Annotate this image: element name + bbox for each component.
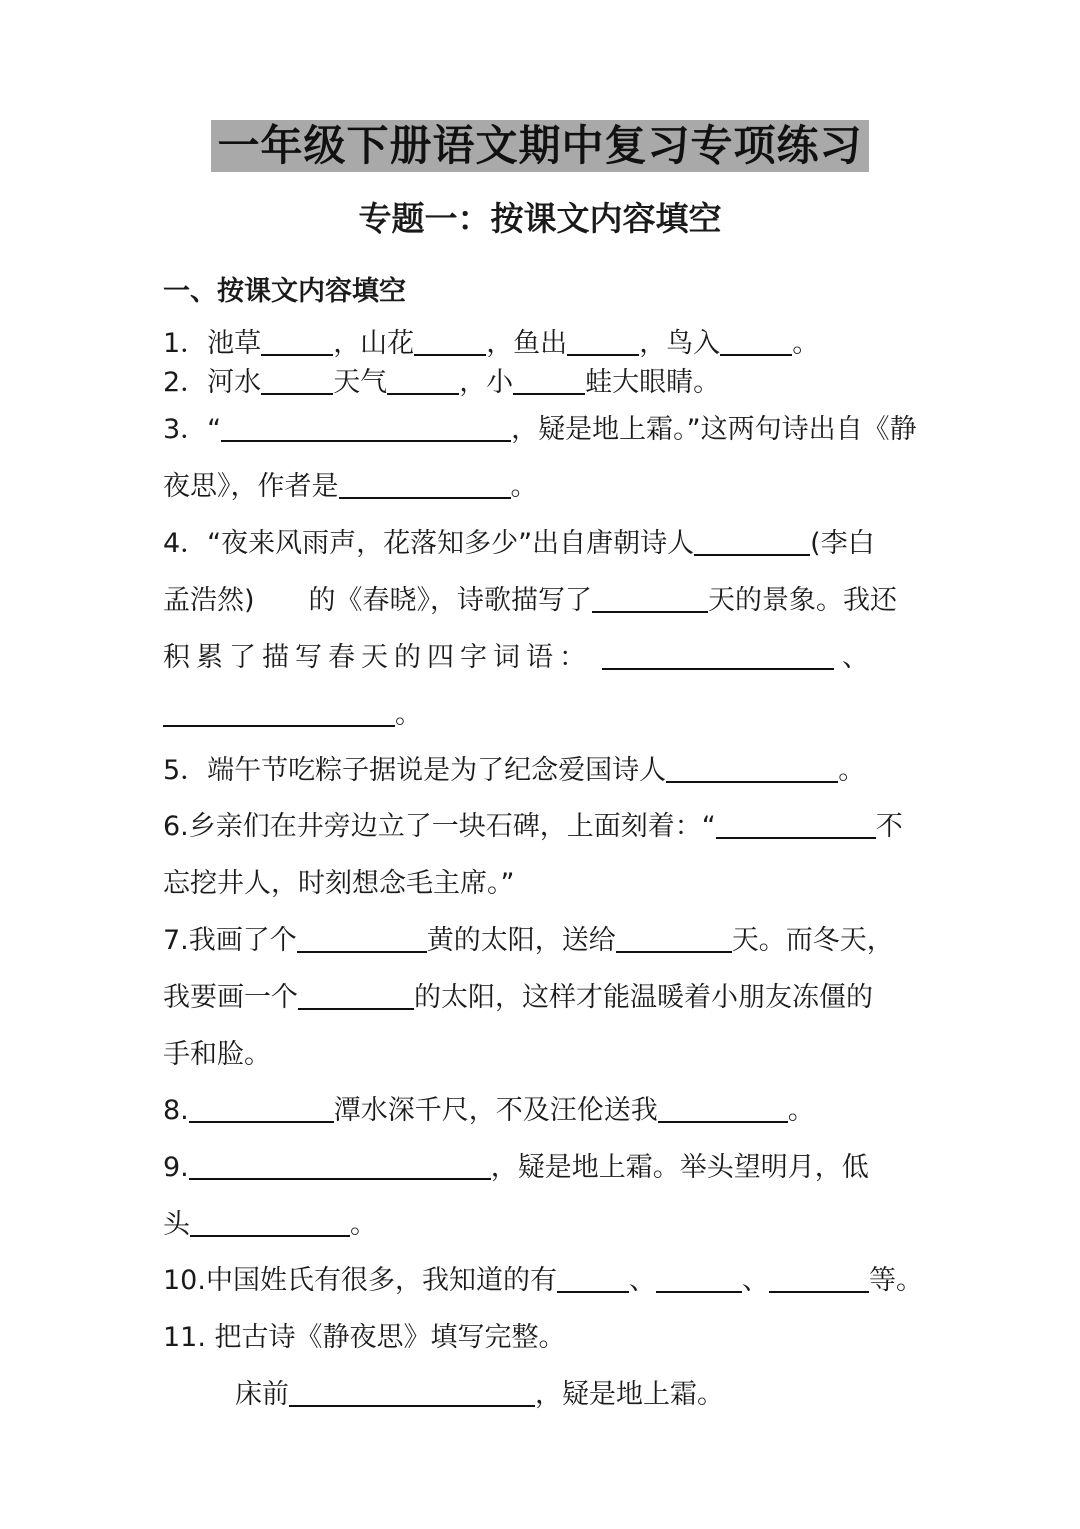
q9-text-d: 。 bbox=[350, 1209, 377, 1240]
q1-blank-4[interactable] bbox=[720, 324, 792, 356]
q6-text-c: 忘挖井人，时刻想念毛主席。” bbox=[163, 868, 515, 899]
q6-blank[interactable] bbox=[716, 807, 876, 839]
q5-blank[interactable] bbox=[666, 751, 838, 783]
q2-blank-3[interactable] bbox=[513, 363, 585, 395]
q8-text-c: 。 bbox=[787, 1095, 815, 1126]
q1-blank-1[interactable] bbox=[261, 324, 333, 356]
q9-blank-2[interactable] bbox=[190, 1205, 350, 1237]
q4-blank-season[interactable] bbox=[592, 581, 708, 613]
q10-blank-2[interactable] bbox=[656, 1261, 742, 1293]
q10-text-d: 等。 bbox=[868, 1265, 923, 1296]
q7-text-b: 黄的太阳，送给 bbox=[426, 925, 616, 956]
q4-blank-phrase-2[interactable] bbox=[163, 695, 395, 727]
q3-text-a: 3．“ bbox=[163, 414, 222, 445]
question-2 bbox=[163, 363, 919, 403]
q7-text-c: 天。而冬天， bbox=[731, 925, 894, 956]
q2-blank-1[interactable] bbox=[261, 363, 333, 395]
title-container bbox=[0, 120, 1080, 172]
q3-blank-2[interactable] bbox=[339, 467, 511, 499]
q4-text-f: 、 bbox=[842, 642, 869, 673]
q6-text-b: 不 bbox=[875, 811, 903, 842]
q7-text-f: 手和脸。 bbox=[163, 1039, 271, 1070]
q4-text-b: (李白 bbox=[810, 528, 875, 559]
q11-text-a: 11. 把古诗《静夜思》填写完整。 bbox=[163, 1322, 566, 1353]
q1-text-b: ，山花 bbox=[333, 328, 415, 359]
q2-text-a: 2．河水 bbox=[163, 367, 262, 398]
q7-blank-3[interactable] bbox=[298, 978, 414, 1010]
q1-text-a: 1．池草 bbox=[163, 328, 262, 359]
question-5 bbox=[163, 751, 919, 808]
q4-text-e: 积累了描写春天的四字词语： bbox=[163, 642, 592, 673]
question-9 bbox=[163, 1148, 919, 1262]
q4-blank-phrase-1[interactable] bbox=[602, 638, 834, 670]
question-4 bbox=[163, 524, 919, 752]
q4-text-c: 孟浩然) 的《春晓》，诗歌描写了 bbox=[163, 585, 593, 616]
q1-text-d: ，鸟入 bbox=[639, 328, 721, 359]
q7-text-e: 的太阳，这样才能温暖着小朋友冻僵的 bbox=[414, 982, 873, 1013]
q9-blank-1[interactable] bbox=[189, 1148, 491, 1180]
question-6 bbox=[163, 807, 919, 921]
q7-text-d: 我要画一个 bbox=[163, 982, 298, 1013]
section-heading: 一、按课文内容填空 bbox=[163, 276, 406, 307]
q7-blank-2[interactable] bbox=[616, 921, 732, 953]
q4-text-g: 。 bbox=[395, 699, 422, 730]
page-title: 一年级下册语文期中复习专项练习 bbox=[211, 120, 868, 172]
q8-blank-2[interactable] bbox=[658, 1091, 788, 1123]
q8-text-b: 潭水深千尺，不及汪伦送我 bbox=[333, 1095, 658, 1126]
q11-text-c: ，疑是地上霜。 bbox=[535, 1379, 724, 1410]
q4-blank-poet[interactable] bbox=[694, 524, 810, 556]
q10-text-b: 、 bbox=[628, 1265, 656, 1296]
question-1 bbox=[163, 324, 919, 364]
question-8 bbox=[163, 1091, 919, 1148]
q9-text-b: ，疑是地上霜。举头望明月，低 bbox=[490, 1152, 869, 1183]
q9-text-c: 头 bbox=[163, 1209, 190, 1240]
q9-text-a: 9. bbox=[163, 1152, 189, 1183]
q7-blank-1[interactable] bbox=[297, 921, 427, 953]
question-3 bbox=[163, 410, 919, 524]
q6-text-a: 6.乡亲们在井旁边立了一块石碑，上面刻着：“ bbox=[163, 811, 716, 842]
q1-blank-3[interactable] bbox=[567, 324, 639, 356]
q1-text-e: 。 bbox=[792, 328, 820, 359]
q2-text-b: 天气 bbox=[333, 367, 388, 398]
q8-text-a: 8. bbox=[163, 1095, 189, 1126]
q3-text-c: 夜思》，作者是 bbox=[163, 471, 339, 502]
q11-text-b: 床前 bbox=[235, 1379, 289, 1410]
q5-text-a: 5．端午节吃粽子据说是为了纪念爱国诗人 bbox=[163, 755, 667, 786]
question-11 bbox=[163, 1318, 919, 1432]
q3-text-d: 。 bbox=[510, 471, 538, 502]
q7-text-a: 7.我画了个 bbox=[163, 925, 297, 956]
q10-text-a: 10.中国姓氏有很多，我知道的有 bbox=[163, 1265, 557, 1296]
q3-text-b: ，疑是地上霜。”这两句诗出自《静 bbox=[511, 414, 917, 445]
q3-blank-1[interactable] bbox=[221, 410, 511, 442]
q8-blank-1[interactable] bbox=[189, 1091, 334, 1123]
q10-blank-1[interactable] bbox=[557, 1261, 629, 1293]
q4-text-d: 天的景象。我还 bbox=[708, 585, 898, 616]
q5-text-b: 。 bbox=[838, 755, 866, 786]
q2-blank-2[interactable] bbox=[387, 363, 459, 395]
q10-blank-3[interactable] bbox=[769, 1261, 869, 1293]
subtitle: 专题一：按课文内容填空 bbox=[358, 199, 722, 238]
question-10 bbox=[163, 1261, 923, 1318]
q4-text-a: 4．“夜来风雨声，花落知多少”出自唐朝诗人 bbox=[163, 528, 695, 559]
q2-text-d: 蛙大眼睛。 bbox=[585, 367, 721, 398]
q2-text-c: ，小 bbox=[459, 367, 514, 398]
q11-blank[interactable] bbox=[289, 1375, 535, 1407]
q1-text-c: ，鱼出 bbox=[486, 328, 568, 359]
q10-text-c: 、 bbox=[741, 1265, 769, 1296]
question-7 bbox=[163, 921, 919, 1092]
q1-blank-2[interactable] bbox=[414, 324, 486, 356]
